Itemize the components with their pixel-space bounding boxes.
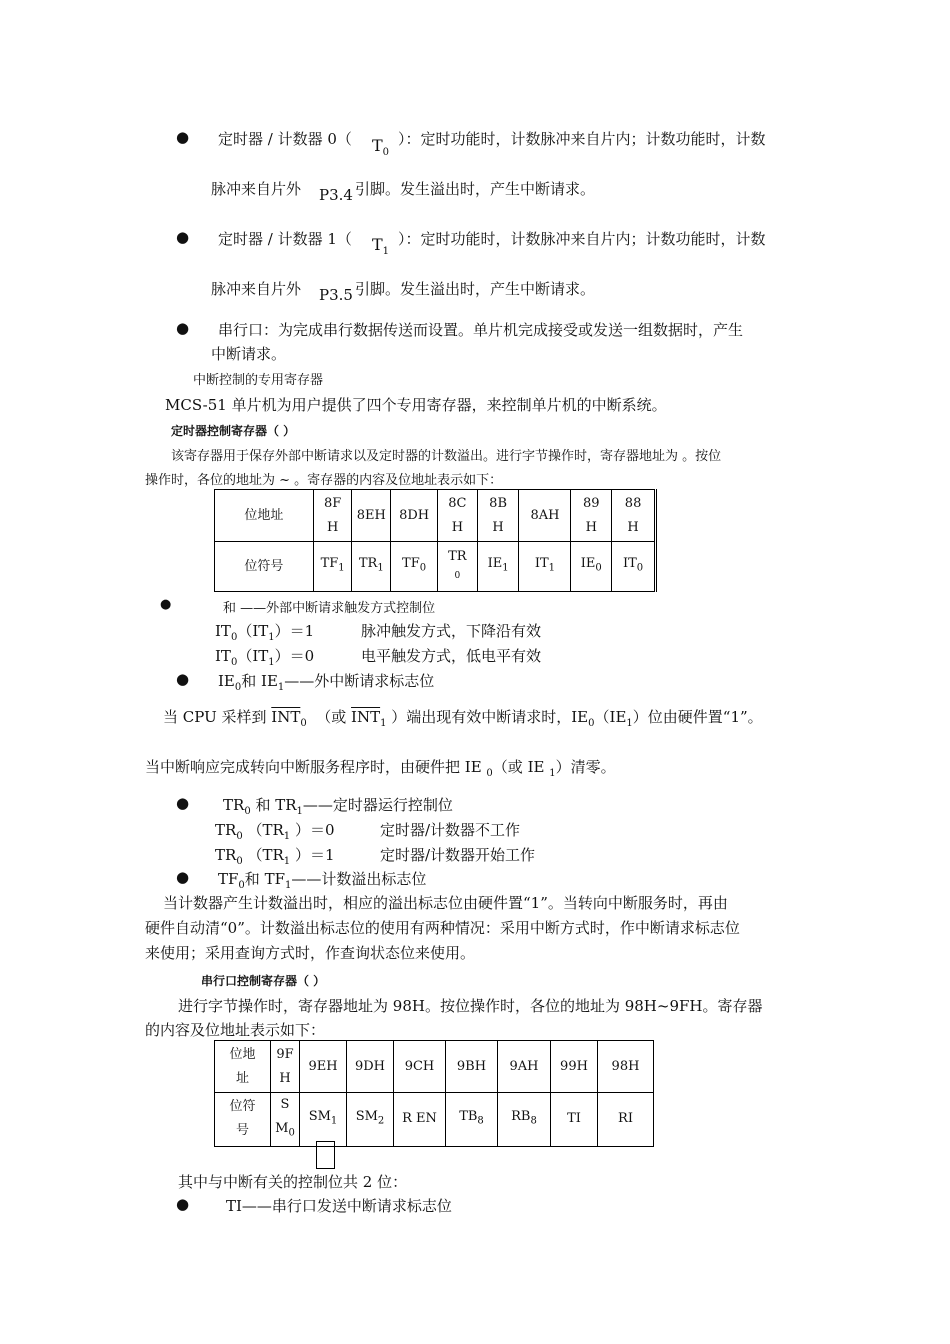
tcon-sym-cell: $TF_1$ (313, 542, 352, 592)
scon-desc1: 进行字节操作时，寄存器地址为 98H。按位操作时，各位的地址为 98H~9FH。寄存器 (178, 997, 763, 1015)
bullet-icon: ● (176, 1195, 190, 1213)
ie-heading: $IE_0$和 $IE_1——$外中断请求标志位 (218, 672, 435, 693)
tcon-desc1: 该寄存器用于保存外部中断请求以及定时器的计数溢出。进行字节操作时，寄存器地址为 。按位 (171, 449, 722, 464)
scon-addr-cell: 9BH (446, 1041, 498, 1093)
scon-addr-cell: 9F H (271, 1041, 300, 1093)
scon-heading: 串行口控制寄存器（ ） (201, 974, 326, 988)
tcon-sym-cell: $IE_0$ (571, 542, 612, 592)
bullet-icon: ● (176, 670, 190, 688)
tcon-addr-cell: 8AH (519, 490, 571, 542)
tr-heading: $TR_0$ 和 $TR_1——$定时器运行控制位 (223, 796, 453, 817)
it-line1: $IT_0(IT_1)=1$ (215, 622, 315, 643)
scon-sym-cell: S $M_0$ (271, 1093, 300, 1147)
bullet-icon: ● (176, 128, 190, 146)
it-line2-desc: 电平触发方式，低电平有效 (361, 647, 542, 665)
tcon-addr-cell: 8EH (352, 490, 391, 542)
scon-addr-cell: 9DH (347, 1041, 394, 1093)
scon-desc2: 的内容及位地址表示如下： (145, 1021, 326, 1039)
scon-sym-cell: $SM_2$ (347, 1093, 394, 1147)
bullet-icon: ● (176, 794, 190, 812)
timer1-symbol: $T_1$ (372, 235, 390, 258)
tr-line1-desc: 定时器/计数器不工作 (380, 821, 521, 839)
serial-line1: 串行口：为完成串行数据传送而设置。单片机完成接受或发送一组数据时，产生 (218, 321, 744, 339)
tcon-addr-cell: 8F H (313, 490, 352, 542)
tr-line2-desc: 定时器/计数器开始工作 (380, 846, 536, 864)
tf-paragraph-line3: 来使用；采用查询方式时，作查询状态位来使用。 (145, 944, 476, 962)
tf-paragraph-line1: 当计数器产生计数溢出时，相应的溢出标志位由硬件置“1”。当转向中断服务时，再由 (163, 894, 728, 912)
tcon-addr-cell: 88 H (612, 490, 656, 542)
timer0-pin: P3.4 (319, 186, 353, 204)
tcon-addr-row (215, 490, 656, 542)
timer1-line1b: ）：定时功能时，计数脉冲来自片内；计数功能时，计数 (398, 230, 766, 248)
tcon-addr-cell: 8B H (477, 490, 519, 542)
tcon-sym-cell: $TR_1$ (352, 542, 391, 592)
tcon-sym-cell: TR 0 (438, 542, 478, 592)
scon-sym-cell: $TB_8$ (446, 1093, 498, 1147)
scon-table (214, 1040, 654, 1147)
scon-addr-cell: 9EH (300, 1041, 347, 1093)
tr-line2: $TR_0$ （$TR_1$ ）＝1 (215, 846, 335, 867)
scon-sym-cell: RI (598, 1093, 654, 1147)
tf-heading: $TF_0$和 $TF_1——$计数溢出标志位 (218, 870, 427, 891)
timer0-line2b: 引脚。发生溢出时，产生中断请求。 (355, 180, 596, 198)
tcon-desc2: 操作时，各位的地址为 ~ 。寄存器的内容及位地址表示如下： (145, 473, 503, 488)
scon-addr-cell: 9CH (394, 1041, 446, 1093)
tcon-row-label: 位地址 (215, 490, 314, 542)
tr-line1: $TR_0$ （$TR_1$ ）＝0 (215, 821, 335, 842)
serial-line2: 中断请求。 (211, 345, 287, 363)
tcon-addr-cell: 89 H (571, 490, 612, 542)
scon-addr-row (215, 1041, 654, 1093)
scon-row-label: 位地 址 (215, 1041, 271, 1093)
timer1-line2b: 引脚。发生溢出时，产生中断请求。 (355, 280, 596, 298)
intro-text: MCS-51 单片机为用户提供了四个专用寄存器，来控制单片机的中断系统。 (165, 396, 667, 414)
scon-addr-cell: 9AH (498, 1041, 551, 1093)
timer0-line1b: ）：定时功能时，计数脉冲来自片内；计数功能时，计数 (398, 130, 766, 148)
it-heading: 和 ——外部中断请求触发方式控制位 (223, 601, 436, 616)
timer1-pin: P3.5 (319, 286, 353, 304)
tail-paragraph: 其中与中断有关的控制位共 2 位： (178, 1173, 408, 1191)
scon-addr-cell: 99H (551, 1041, 598, 1093)
bullet-icon: ● (176, 319, 190, 337)
timer1-line2: 脉冲来自片外 (211, 280, 302, 298)
ie-paragraph2: 当中断响应完成转向中断服务程序时，由硬件把 IE $_0$（或 IE $_1$）清零。 (145, 758, 616, 779)
tcon-sym-cell: $TF_0$ (391, 542, 438, 592)
timer0-line2: 脉冲来自片外 (211, 180, 302, 198)
ie-paragraph1: 当 CPU 采样到 $\overline{INT}_0$ （或 $\overline{INT}_1$ ）端出现有效中断请求时，$IE_0(IE_1)$位由硬件置“1”。 (163, 708, 763, 729)
bullet-icon: ● (176, 868, 190, 886)
it-line1-desc: 脉冲触发方式，下降沿有效 (361, 622, 542, 640)
scon-sym-cell: $RB_8$ (498, 1093, 551, 1147)
bullet-icon: ● (176, 228, 190, 246)
bullet-icon: ● (160, 597, 172, 612)
empty-box (316, 1141, 335, 1169)
scon-sym-cell: $SM_1$ (300, 1093, 347, 1147)
timer1-line1: 定时器 / 计数器 1（ (218, 230, 352, 248)
scon-addr-cell: 98H (598, 1041, 654, 1093)
tcon-row-label: 位符号 (215, 542, 314, 592)
scon-sym-row (215, 1093, 654, 1147)
scon-sym-cell: TI (551, 1093, 598, 1147)
tcon-sym-cell: $IT_1$ (519, 542, 571, 592)
timer0-line1: 定时器 / 计数器 0（ (218, 130, 352, 148)
timer0-symbol: $T_0$ (372, 136, 390, 159)
tcon-sym-cell: $IT_0$ (612, 542, 656, 592)
it-line2: $IT_0(IT_1)=0$ (215, 647, 315, 668)
tcon-heading: 定时器控制寄存器（ ） (171, 424, 296, 438)
tcon-addr-cell: 8DH (391, 490, 438, 542)
tf-paragraph-line2: 硬件自动清“0”。计数溢出标志位的使用有两种情况：采用中断方式时，作中断请求标志位 (145, 919, 740, 937)
section-title: 中断控制的专用寄存器 (193, 373, 324, 388)
ti-heading: TI——串行口发送中断请求标志位 (226, 1197, 452, 1215)
scon-row-label: 位符 号 (215, 1093, 271, 1147)
tcon-sym-cell: $IE_1$ (477, 542, 519, 592)
tcon-sym-row (215, 542, 656, 592)
tcon-table (214, 489, 657, 592)
scon-sym-cell: R EN (394, 1093, 446, 1147)
tcon-addr-cell: 8C H (438, 490, 478, 542)
